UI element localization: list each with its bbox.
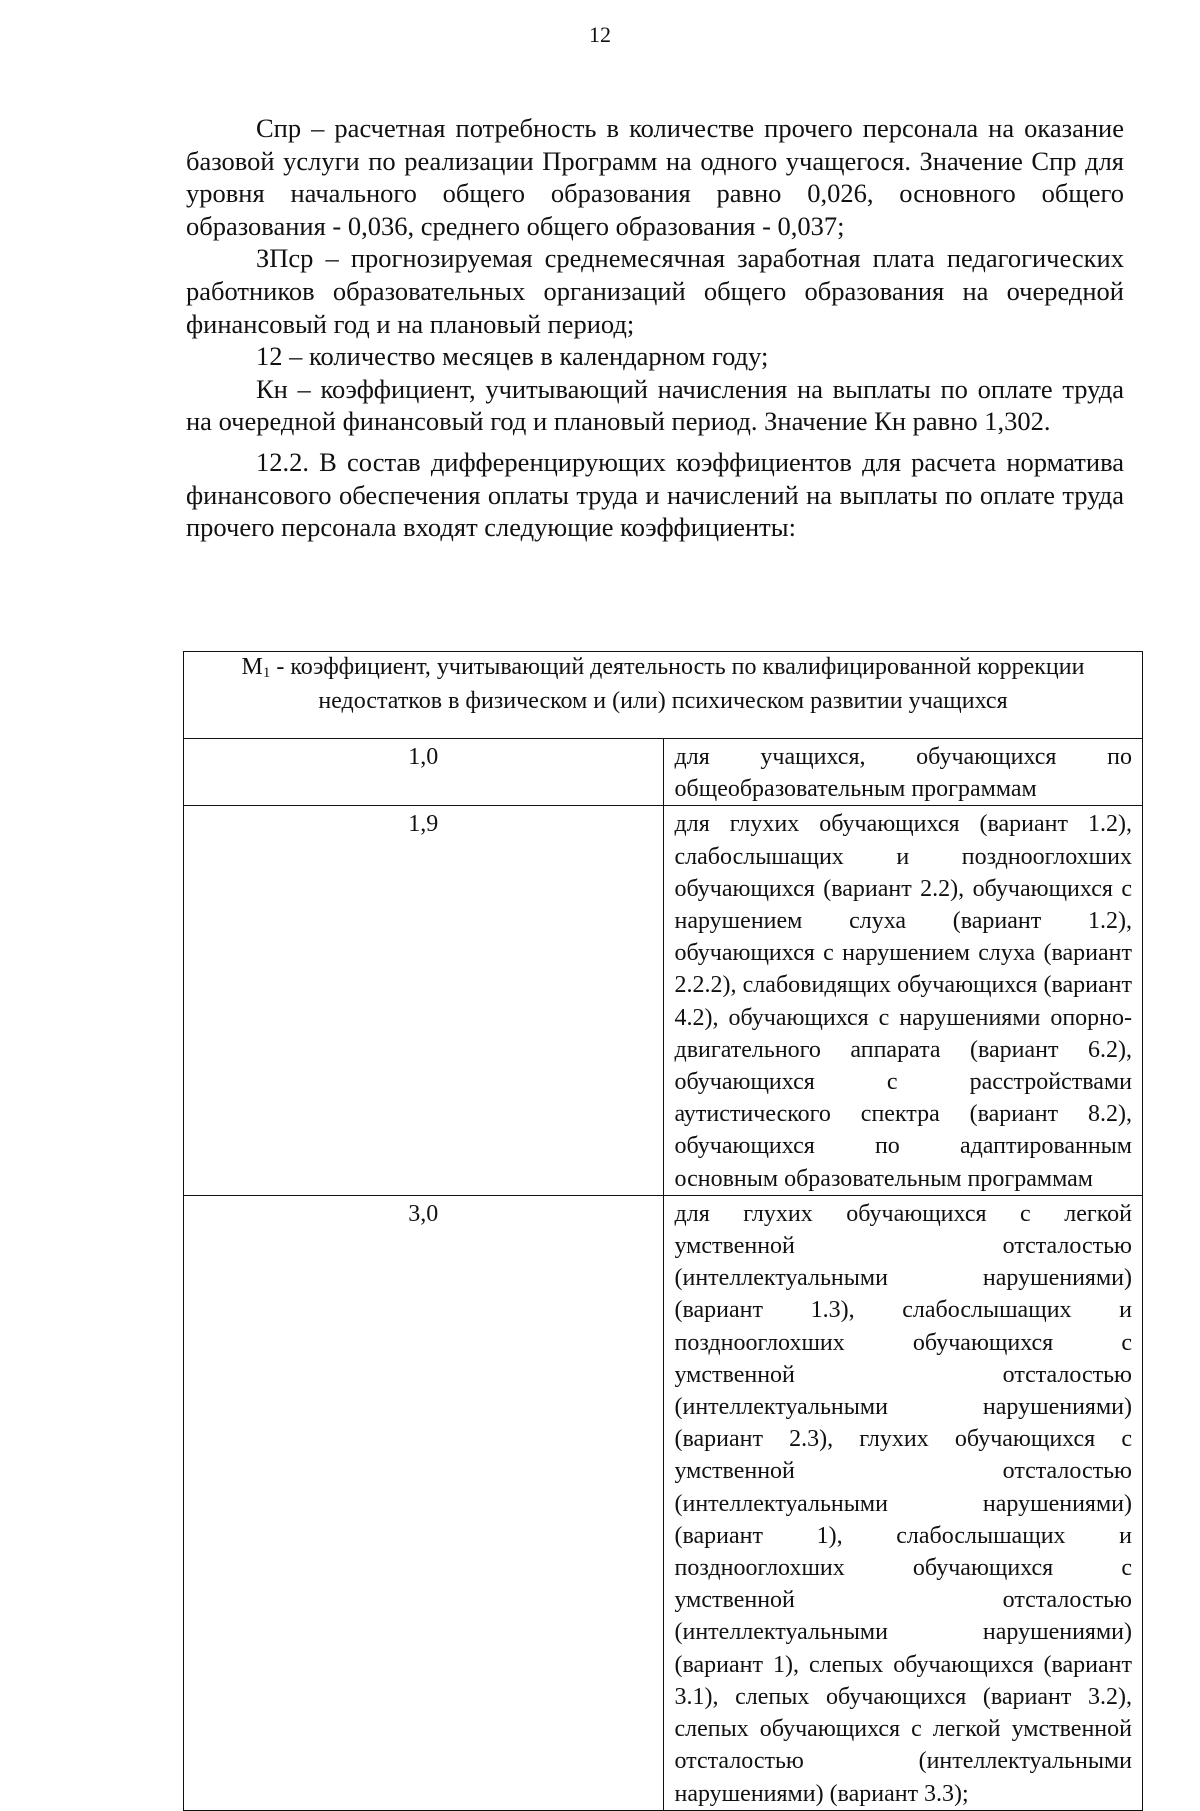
coefficient-table	[183, 651, 1143, 1811]
table-row	[184, 806, 1143, 1195]
table-header-row	[184, 652, 1143, 739]
coefficient-description: для глухих обучающихся с легкой умственной отсталостью (интеллектуальными нарушениями) (вариант 1.3), слабослышащих и позднооглохших обучающихся с умственной отсталостью (интеллектуальными нарушениями) (вариант 2.3), глухих обучающихся с умственной отсталостью (интеллектуальными нарушениями) (вариант 1), слабослышащих и позднооглохших обучающихся с умственной отсталостью (интеллектуальными нарушениями) (вариант 1), слепых обучающихся (вариант 3.1), слепых обучающихся (вариант 3.2), слепых обучающихся с легкой умственной отсталостью (интеллектуальными нарушениями) (вариант 3.3);	[663, 1195, 1143, 1810]
coefficient-subscript: 1	[262, 664, 271, 681]
paragraph-zpsr-definition: ЗПср – прогнозируемая среднемесячная заработная плата педагогических работников образовательных организаций общего образования на очередной финансовый год и на плановый период;	[186, 243, 1124, 339]
table-row	[184, 1195, 1143, 1810]
coefficient-value: 3,0	[184, 1195, 664, 1810]
page-number: 12	[589, 22, 611, 47]
paragraph-spr-definition: Спр – расчетная потребность в количестве прочего персонала на оказание базовой услуги по реализации Программ на одного учащегося. Значение Спр для уровня начального общего образования равно 0,026, основного общего образования - 0,036, среднего общего образования - 0,037;	[186, 113, 1124, 241]
table-header-cell	[184, 652, 1143, 739]
coefficient-value: 1,9	[184, 806, 664, 1195]
coefficient-value: 1,0	[184, 739, 664, 806]
coefficient-symbol: М	[241, 654, 263, 680]
coefficient-description: для глухих обучающихся (вариант 1.2), слабослышащих и позднооглохших обучающихся (вариант 2.2), обучающихся с нарушением слуха (вариант 1.2), обучающихся с нарушением слуха (вариант 2.2.2), слабовидящих обучающихся (вариант 4.2), обучающихся с нарушениями опорно-двигательного аппарата (вариант 6.2), обучающихся с расстройствами аутистического спектра (вариант 8.2), обучающихся по адаптированным основным образовательным программам	[663, 806, 1143, 1195]
table-header-text: - коэффициент, учитывающий деятельность по квалифицированной коррекции недостатков в физическом и (или) психическом развитии учащихся	[270, 654, 1085, 714]
coefficient-description: для учащихся, обучающихся по общеобразовательным программам	[663, 739, 1143, 806]
document-body	[186, 112, 1124, 544]
paragraph-kn-definition: Кн – коэффициент, учитывающий начисления на выплаты по оплате труда на очередной финансовый год и плановый период. Значение Кн равно 1,302.	[186, 373, 1124, 437]
paragraph-section-12-2: 12.2. В состав дифференцирующих коэффициентов для расчета норматива финансового обеспечения оплаты труда и начислений на выплаты по оплате труда прочего персонала входят следующие коэффициенты:	[186, 446, 1124, 543]
table-row	[184, 739, 1143, 806]
paragraph-months-definition: 12 – количество месяцев в календарном году;	[256, 341, 769, 372]
